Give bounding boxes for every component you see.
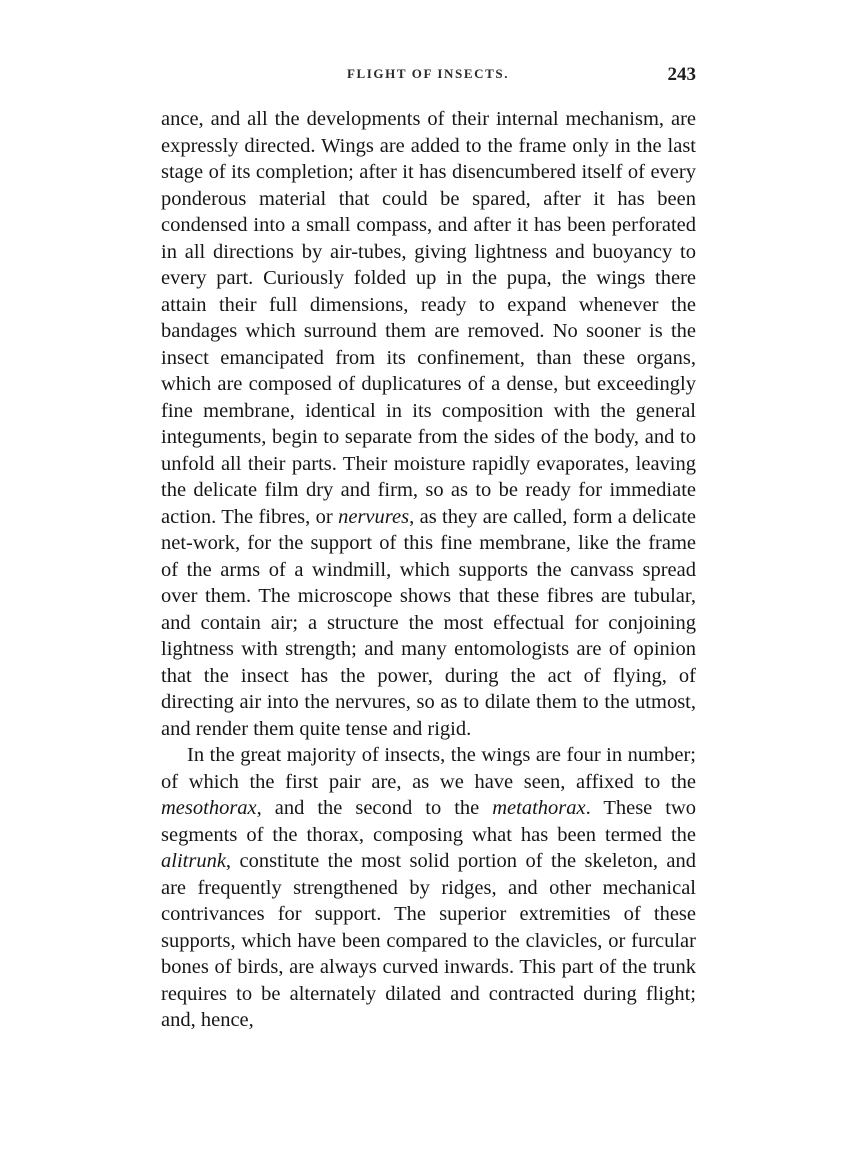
text-run: . These two segments of the thorax, composing what has been termed the <box>161 797 697 846</box>
text-run: In the great majority of insects, the wings are four in number; of which the first pair are, as we have seen, affixed to the <box>161 744 696 793</box>
running-head <box>160 64 696 90</box>
italic-term-alitrunk: alitrunk <box>161 850 226 872</box>
page-number: 243 <box>667 64 696 85</box>
running-title: FLIGHT OF INSECTS. <box>346 66 510 81</box>
paragraph-wings <box>161 742 696 1034</box>
text-run: ance, and all the developments of their internal mechanism, are expressly directed. Wings are added to the frame only in the last stage of its completion; after it has disencumbered itself of every ponderous material that could be spared, after it has been condensed into a small compass, and after it has been perforated in all directions by air-tubes, giving lightness and buoyancy to every part. Curiously folded up in the pupa, the wings there attain their full dimensions, ready to expand whenever the bandages which surround them are removed. No sooner is the insect emancipated from its confinement, than these organs, which are composed of duplicatures of a dense, but exceedingly fine membrane, identical in its composition with the general integuments, begin to separate from the sides of the body, and to unfold all their parts. Their moisture rapidly evaporates, leaving the delicate film dry and firm, so as to be ready for immediate action. The fibres, or <box>161 108 696 528</box>
italic-term-nervures: nervures <box>338 505 410 528</box>
italic-term-metathorax: metathorax <box>492 797 586 819</box>
italic-term-mesothorax: mesothorax <box>161 797 257 819</box>
text-run: , as they are called, form a delicate net-work, for the support of this fine membrane, like the frame of the arms of a windmill, which supports the canvass spread over them. The microscope shows that these fibres are tubular, and contain air; a structure the most effectual for conjoining lightness with strength; and many entomologists are of opinion that the insect has the power, during the act of flying, of directing air into the nervures, so as to dilate them to the utmost, and render them quite tense and rigid. <box>161 505 697 740</box>
paragraph-continued <box>161 106 696 742</box>
body-text <box>161 106 696 1034</box>
text-run: , constitute the most solid portion of the skeleton, and are frequently strengthened by ridges, and other mechanical contrivances for support. The superior extremities of these supports, which have been compared to the clavicles, or furcular bones of birds, are always curved inwards. This part of the trunk requires to be alternately dilated and contracted during flight; and, hence, <box>161 850 696 1031</box>
text-run: , and the second to the <box>256 797 493 819</box>
